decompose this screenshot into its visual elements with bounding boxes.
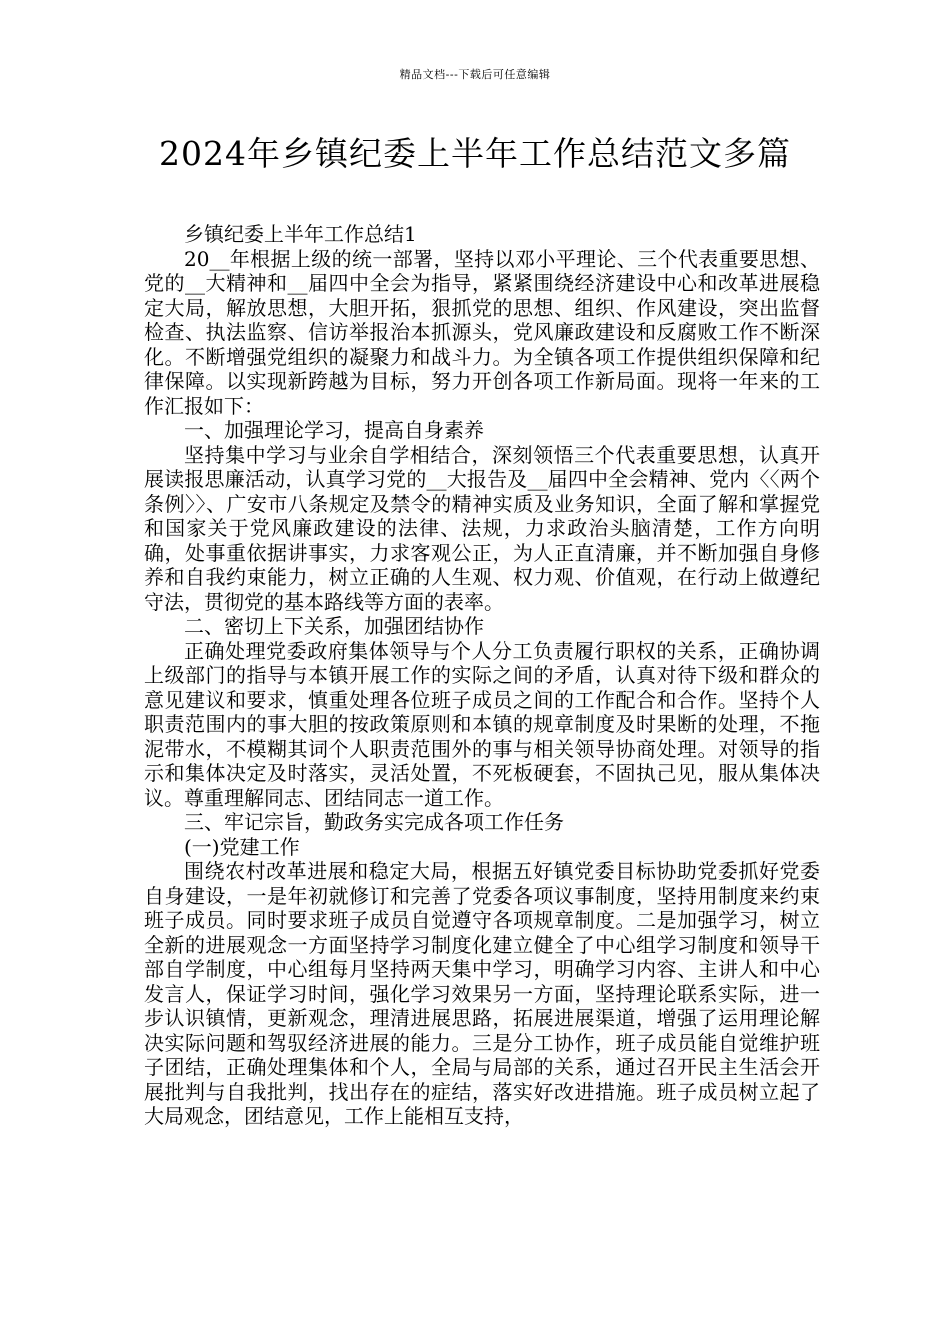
- body-paragraph: 围绕农村改革进展和稳定大局，根据五好镇党委目标协助党委抓好党委自身建设，一是年初就修订和完善了党委各项议事制度，坚持用制度来约束班子成员。同时要求班子成员自觉遵守各项规章制度。二是加强学习，树立全新的进展观念一方面坚持学习制度化建立健全了中心组学习制度和领导干部自学制度，中心组每月坚持两天集中学习，明确学习内容、主讲人和中心发言人，保证学习时间，强化学习效果另一方面，坚持理论联系实际，进一步认识镇情，更新观念，理清进展思路，拓展进展渠道，增强了运用理论解决实际问题和驾驭经济进展的能力。三是分工协作，班子成员能自觉维护班子团结，正确处理集体和个人，全局与局部的关系，通过召开民主生活会开展批判与自我批判，找出存在的症结，落实好改进措施。班子成员树立起了大局观念，团结意见，工作上能相互支持，: [144, 859, 820, 1128]
- header-note: 精品文档---下载后可任意编辑: [399, 68, 551, 81]
- section-heading: 三、牢记宗旨，勤政务实完成各项工作任务: [184, 810, 564, 834]
- document-body: [144, 222, 820, 1129]
- subsection-heading: (一)党建工作: [184, 834, 300, 859]
- section-heading: 乡镇纪委上半年工作总结1: [184, 222, 417, 246]
- body-paragraph: 正确处理党委政府集体领导与个人分工负责履行职权的关系，正确协调上级部门的指导与本镇开展工作的实际之间的矛盾，认真对待下级和群众的意见建议和要求，慎重处理各位班子成员之间的工作配合和合作。坚持个人职责范围内的事大胆的按政策原则和本镇的规章制度及时果断的处理，不拖泥带水，不模糊其词个人职责范围外的事与相关领导协商处理。对领导的指示和集体决定及时落实，灵活处置，不死板硬套，不固执己见，服从集体决议。尊重理解同志、团结同志一道工作。: [144, 638, 820, 810]
- section-heading: 二、密切上下关系，加强团结协作: [184, 614, 484, 638]
- body-paragraph: 20__年根据上级的统一部署，坚持以邓小平理论、三个代表重要思想、党的__大精神和__届四中全会为指导，紧紧围绕经济建设中心和改革进展稳定大局，解放思想，大胆开拓，狠抓党的思想、组织、作风建设，突出监督检查、执法监察、信访举报治本抓源头，党风廉政建设和反腐败工作不断深化。不断增强党组织的凝聚力和战斗力。为全镇各项工作提供组织保障和纪律保障。以实现新跨越为目标，努力开创各项工作新局面。现将一年来的工作汇报如下：: [144, 246, 820, 418]
- document-title: 2024年乡镇纪委上半年工作总结范文多篇: [159, 134, 791, 173]
- section-heading: 一、加强理论学习，提高自身素养: [184, 418, 484, 442]
- body-paragraph: 坚持集中学习与业余自学相结合，深刻领悟三个代表重要思想，认真开展读报思廉活动，认真学习党的__大报告及__届四中全会精神、党内〈〈两个条例〉〉、广安市八条规定及禁令的精神实质及业务知识，全面了解和掌握党和国家关于党风廉政建设的法律、法规，力求政治头脑清楚，工作方向明确，处事重依据讲事实，力求客观公正，为人正直清廉，并不断加强自身修养和自我约束能力，树立正确的人生观、权力观、价值观，在行动上做遵纪守法，贯彻党的基本路线等方面的表率。: [144, 442, 820, 614]
